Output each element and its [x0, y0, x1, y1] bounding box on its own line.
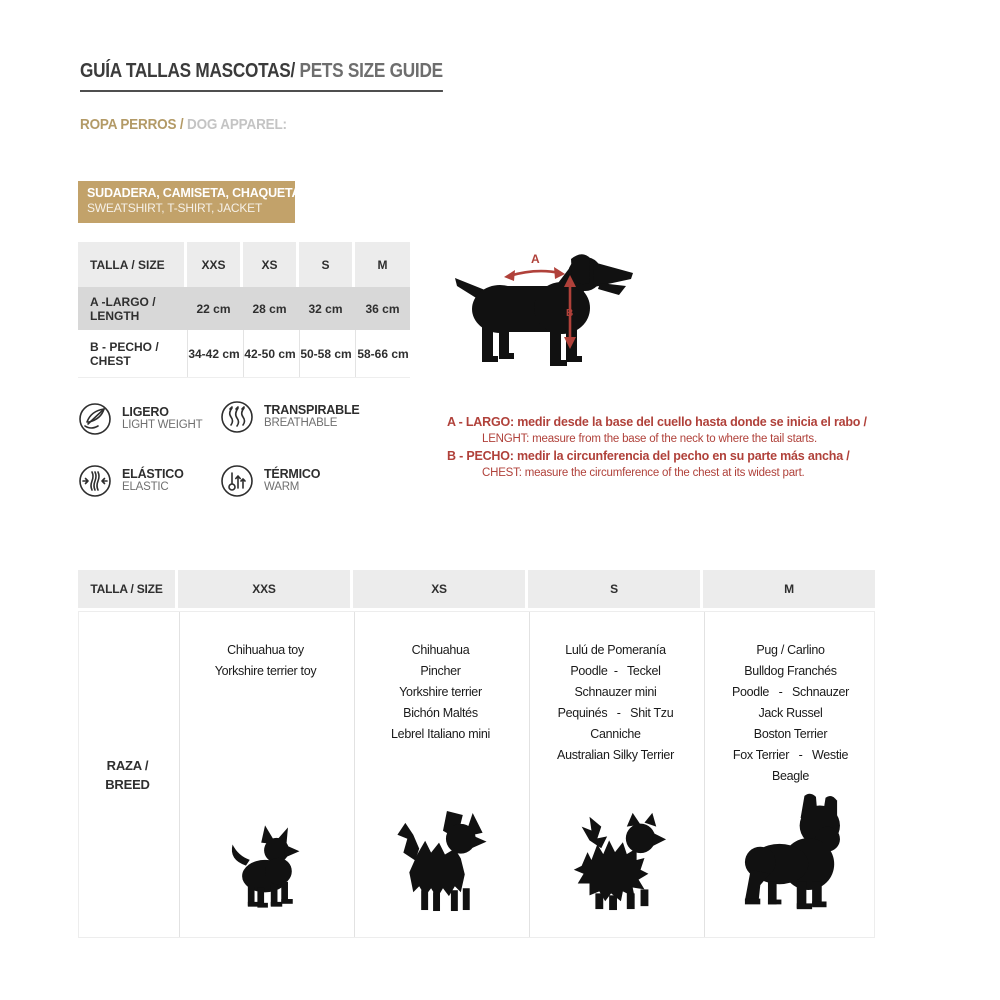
breed-name: Yorkshire terrier toy	[214, 664, 317, 678]
size-table-length-row	[78, 287, 410, 330]
length-xxs: 22 cm	[196, 301, 231, 316]
french-bulldog-silhouette-icon	[733, 793, 849, 913]
size-table-header-xs: XS	[243, 242, 296, 287]
subtitle-english: DOG APPAREL:	[187, 116, 287, 133]
feature-title: TÉRMICO	[264, 467, 321, 481]
pomeranian-silhouette-icon	[562, 805, 670, 913]
breed-column-m	[704, 612, 876, 937]
note-b-spanish: B - PECHO: medir la circunferencia del pecho en su parte más ancha /	[447, 449, 850, 463]
breed-column-xs	[354, 612, 526, 937]
size-table-header-s: S	[299, 242, 352, 287]
measuring-instructions	[447, 414, 967, 482]
feather-icon	[78, 402, 112, 436]
breed-name: Beagle	[771, 769, 810, 783]
section-subtitle	[80, 116, 287, 133]
title-spanish: GUÍA TALLAS MASCOTAS/	[80, 60, 295, 82]
feature-subtitle: BREATHABLE	[264, 417, 338, 429]
feature-subtitle: WARM	[264, 481, 300, 493]
size-table-header-row	[78, 242, 410, 287]
breed-name: Schnauzer mini	[574, 685, 657, 699]
breed-table-body	[78, 611, 875, 938]
subtitle-spanish: ROPA PERROS /	[80, 116, 188, 133]
breed-name: Lulú de Pomeranía	[565, 643, 666, 657]
feature-subtitle: LIGHT WEIGHT	[122, 419, 203, 431]
breed-name: Poodle - Schnauzer	[731, 685, 850, 699]
breed-name: Lebrel Italiano mini	[391, 727, 490, 741]
breed-name: Jack Russel	[758, 706, 823, 720]
breed-header-s: S	[528, 570, 700, 608]
breed-row-label-cell	[79, 612, 176, 937]
chest-xs: 42-50 cm	[243, 330, 296, 377]
breed-name: Yorkshire terrier	[399, 685, 482, 699]
length-s: 32 cm	[308, 301, 343, 316]
chest-row-label: B - PECHO / CHEST	[90, 339, 159, 368]
length-m: 36 cm	[365, 301, 400, 316]
chest-m: 58-66 cm	[355, 330, 410, 377]
breed-header-m: M	[703, 570, 875, 608]
breed-name: Fox Terrier - Westie	[732, 748, 849, 762]
length-row-label: A -LARGO / LENGTH	[90, 294, 156, 323]
breed-name: Chihuahua	[411, 643, 470, 657]
size-table	[78, 242, 410, 378]
length-xs: 28 cm	[252, 301, 287, 316]
breed-name: Bichón Maltés	[403, 706, 478, 720]
raza-label-line1: RAZA /	[106, 757, 149, 773]
feature-warm	[220, 464, 320, 498]
breed-column-xxs	[179, 612, 351, 937]
chest-s: 50-58 cm	[299, 330, 352, 377]
breed-table-header-row	[78, 570, 875, 608]
breed-name: Australian Silky Terrier	[557, 748, 674, 762]
breed-name: Boston Terrier	[753, 727, 828, 741]
note-a-english: LENGHT: measure from the base of the neck to where the tail starts.	[482, 433, 817, 445]
feature-lightweight	[78, 402, 202, 436]
product-category-english: SWEATSHIRT, T-SHIRT, JACKET	[87, 201, 263, 215]
note-a-spanish: A - LARGO: medir desde la base del cuello hasta donde se inicia el rabo /	[447, 415, 867, 429]
note-b-english: CHEST: measure the circumference of the chest at its widest part.	[482, 467, 805, 479]
breed-name: Chihuahua toy	[227, 643, 304, 657]
breed-name: Pequinés - Shit Tzu	[557, 706, 674, 720]
longhair-chihuahua-silhouette-icon	[391, 809, 491, 913]
breed-table	[78, 570, 875, 938]
feature-subtitle: ELASTIC	[122, 481, 169, 493]
breed-name: Bulldog Franchés	[744, 664, 837, 678]
page-title	[80, 60, 443, 92]
breed-name: Canniche	[590, 727, 641, 741]
label-a: A	[531, 252, 540, 266]
feature-title: ELÁSTICO	[122, 467, 184, 481]
breed-header-xs: XS	[353, 570, 525, 608]
breed-header-label: TALLA / SIZE	[78, 570, 175, 608]
breed-name: Poodle - Teckel	[570, 664, 661, 678]
raza-label-line2: BREED	[105, 776, 150, 792]
size-table-chest-row	[78, 330, 410, 378]
size-table-header-m: M	[355, 242, 410, 287]
product-category-spanish: SUDADERA, CAMISETA, CHAQUETA/	[87, 186, 304, 200]
label-b: B	[566, 308, 574, 319]
labrador-silhouette-icon	[452, 246, 647, 374]
breed-header-xxs: XXS	[178, 570, 350, 608]
chest-xxs: 34-42 cm	[187, 330, 240, 377]
size-table-header-xxs: XXS	[187, 242, 240, 287]
chihuahua-silhouette-icon	[223, 821, 309, 913]
feature-title: LIGERO	[122, 405, 169, 419]
breathable-icon	[220, 400, 254, 434]
feature-elastic	[78, 464, 184, 498]
breed-column-s	[529, 612, 701, 937]
product-category-box	[78, 181, 304, 223]
breed-name: Pug / Carlino	[756, 643, 825, 657]
breed-name: Pincher	[420, 664, 461, 678]
thermometer-icon	[220, 464, 254, 498]
title-english: PETS SIZE GUIDE	[294, 60, 443, 82]
feature-title: TRANSPIRABLE	[264, 403, 360, 417]
size-table-header-label: TALLA / SIZE	[78, 242, 184, 287]
elastic-icon	[78, 464, 112, 498]
measurement-diagram	[452, 246, 647, 379]
feature-breathable	[220, 400, 360, 434]
